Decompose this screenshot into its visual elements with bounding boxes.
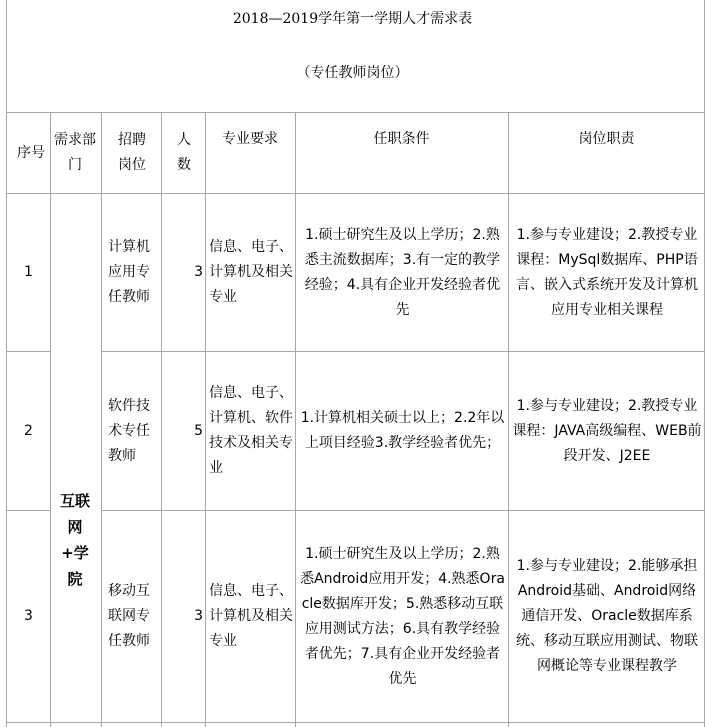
grid-line	[205, 112, 206, 727]
row-3-major: 信息、电子、计算机及相关专业	[209, 583, 293, 649]
row-2-count: 5	[194, 422, 203, 439]
row-3-requirements: 1.硕士研究生及以上学历；2.熟悉Android应用开发；4.熟悉Oracle数据库开发；5.熟悉移动互联应用测试方法；6.具有教学经验者优先；7.具有企业开发经验者优先	[300, 545, 505, 687]
row-1-major: 信息、电子、计算机及相关专业	[209, 239, 293, 305]
row-2-requirements: 1.计算机相关硕士以上；2.2年以上项目经验3.教学经验者优先；	[300, 410, 505, 451]
header-position: 招聘岗位	[118, 132, 146, 173]
grid-line	[6, 112, 705, 113]
row-3-seq: 3	[24, 608, 33, 624]
table-title: 2018—2019学年第一学期人才需求表	[232, 11, 473, 27]
header-requirements: 任职条件	[373, 131, 430, 147]
table-subtitle: （专任教师岗位）	[296, 65, 409, 81]
row-3-count: 3	[194, 608, 203, 624]
grid-line	[6, 722, 705, 723]
header-duties: 岗位职责	[578, 131, 635, 147]
row-1-requirements: 1.硕士研究生及以上学历；2.熟悉主流数据库；3.有一定的教学经验；4.具有企业开发经验者优先	[304, 226, 501, 318]
row-3-duties: 1.参与专业建设；2.能够承担Android基础、Android网络通信开发、Oracle数据库系统、移动互联应用测试、物联网概论等专业课程教学	[516, 558, 698, 674]
row-1-position: 计算机应用专任教师	[108, 239, 150, 305]
grid-line	[101, 112, 102, 727]
row-1-count: 3	[194, 264, 203, 280]
department-name: 互联网+学院	[59, 492, 90, 588]
row-1-seq: 1	[24, 264, 33, 280]
row-2-position: 软件技术专任教师	[108, 397, 150, 464]
grid-line	[50, 112, 51, 727]
row-3-position: 移动互联网专任教师	[108, 583, 150, 649]
row-1-duties: 1.参与专业建设；2.教授专业课程：MySql数据库、PHP语言、嵌入式系统开发及计算机应用专业相关课程	[516, 226, 698, 318]
row-2-major: 信息、电子、计算机、软件技术及相关专业	[209, 385, 293, 476]
header-seq: 序号	[17, 144, 45, 161]
header-major: 专业要求	[222, 131, 278, 147]
grid-line	[508, 112, 509, 727]
grid-line	[295, 112, 296, 727]
row-2-seq: 2	[24, 422, 33, 439]
header-dept: 需求部门	[54, 132, 96, 173]
row-2-duties: 1.参与专业建设；2.教授专业课程：JAVA高级编程、WEB前段开发、J2EE	[512, 397, 702, 464]
header-count: 人数	[177, 132, 191, 173]
